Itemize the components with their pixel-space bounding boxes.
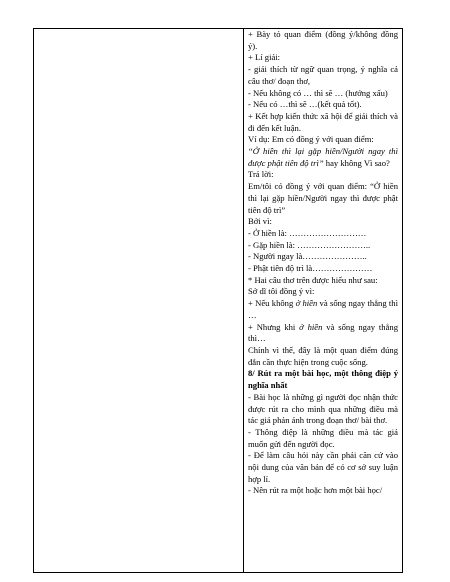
text-line: Em/tôi có đồng ý với quan điểm: “Ở hiền thì lại gặp hiền/Người ngay thì được phật tiên độ trì” (248, 181, 398, 215)
text-segment: + Nhưng khi (248, 321, 300, 332)
text-line: - Nếu không có … thì sẽ … (hướng xấu) (248, 87, 388, 98)
text-line: - Nên rút ra một hoặc hơn một bài học/ (248, 485, 383, 496)
text-line: - Phật tiên độ trì là………………… (248, 263, 373, 274)
text-line: - giải thích từ ngữ quan trọng, ý nghĩa cả câu thơ/ đoạn thơ, (248, 64, 398, 86)
text-line: - Nếu có …thì sẽ …(kết quả tốt). (248, 99, 362, 110)
text-segment: và sống ngay thẳng thì… (248, 321, 399, 344)
text-line: - Ở hiền là: ……………………… (248, 227, 367, 238)
text-line: Ví dụ: Em có đồng ý với quan điểm: (248, 134, 374, 145)
text-line: Bởi vì: (248, 216, 272, 227)
example-quote: “Ở hiền thì lại gặp hiền/Người ngay thì được phật tiên độ trì” (248, 146, 398, 168)
text-line: + Lí giải: (248, 52, 281, 63)
text-segment: và sống ngay thẳng thì … (248, 298, 398, 320)
text-line (248, 322, 398, 345)
text-line: - Thông điệp là những điều mà tác giả muốn gửi đến người đọc. (248, 426, 398, 449)
example-quote-paragraph (248, 146, 398, 169)
right-cell-text (248, 29, 398, 497)
text-line: - Để làm câu hỏi này cần phải căn cứ vào nội dung của văn bản để có cơ sở suy luận hợp lí. (248, 450, 398, 484)
text-line: - Người ngay là………………….. (248, 251, 367, 262)
text-line (248, 298, 398, 321)
empty-left-cell (34, 29, 243, 572)
text-line: Sở dĩ tôi đồng ý vì: (248, 286, 315, 297)
text-line: - Bài học là những gì người đọc nhận thức được rút ra cho mình qua những điều mà tác giả phản ánh trong đoạn thơ/ bài thơ. (248, 391, 398, 426)
text-line: + Kết hợp kiến thức xã hội để giải thích và đi đến kết luận. (248, 110, 398, 133)
text-segment: + Nếu không (248, 298, 296, 309)
italic-segment: ở hiền (299, 321, 323, 332)
text-line: Trả lời: (248, 169, 274, 180)
italic-segment: ở hiền (295, 298, 318, 309)
column-divider (243, 29, 244, 572)
content-table (33, 28, 403, 573)
text-line: Chính vì thế, đây là một quan điểm đúng đắn cần thực hiện trong cuộc sống. (248, 344, 398, 367)
section-heading: 8/ Rút ra một bài học, một thông điệp ý nghĩa nhất (248, 368, 398, 391)
text-line: + Bày tỏ quan điểm (đồng ý/không đồng ý). (248, 29, 398, 51)
question-tail: hay không Vì sao? (323, 157, 390, 168)
text-line: - Gặp hiền là: …………………….. (248, 239, 371, 250)
text-line: * Hai câu thơ trên được hiểu như sau: (248, 274, 378, 285)
